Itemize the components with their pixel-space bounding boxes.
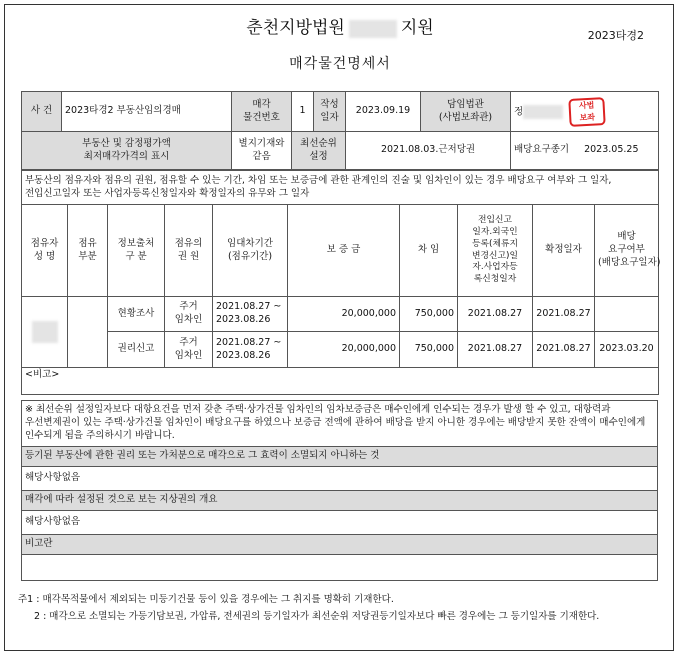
official-seal-icon: 사법 보좌 — [568, 97, 605, 127]
col-period: 임대차기간 (점유기간) — [213, 205, 288, 297]
item-number-value: 1 — [292, 92, 314, 132]
row1-dividend — [595, 297, 659, 332]
appraisal-label: 부동산 및 감정평가액 최저매각가격의 표시 — [22, 132, 232, 170]
row2-fixed-date: 2021.08.27 — [533, 332, 595, 368]
row1-source: 현황조사 — [108, 297, 165, 332]
row2-period: 2021.08.27 ~ 2023.08.26 — [213, 332, 288, 368]
deadline-cell — [511, 132, 659, 170]
col-rent: 차 임 — [400, 205, 458, 297]
row1-right: 주거 임차인 — [165, 297, 213, 332]
row1-rent: 750,000 — [400, 297, 458, 332]
case-label: 사 건 — [22, 92, 62, 132]
row1-period: 2021.08.27 ~ 2023.08.26 — [213, 297, 288, 332]
footnotes — [18, 593, 666, 626]
surface-value: 해당사항없음 — [22, 511, 658, 535]
document-title: 매각물건명세서 — [289, 56, 391, 72]
col-deposit: 보 증 금 — [288, 205, 400, 297]
col-move-in: 전입신고 일자.외국인 등록(체류지 변경신고)일 자.사업자등 록신청일자 — [458, 205, 533, 297]
row1-fixed-date: 2021.08.27 — [533, 297, 595, 332]
extinguish-value: 해당사항없음 — [22, 467, 658, 491]
judge-cell — [511, 92, 659, 132]
remark-label: <비고> — [22, 368, 659, 395]
created-value: 2023.09.19 — [346, 92, 421, 132]
court-prefix: 춘천지방법원 — [246, 18, 345, 38]
appraisal-value: 별지기재와 같음 — [232, 132, 292, 170]
col-fixed-date: 확정일자 — [533, 205, 595, 297]
row2-right: 주거 임차인 — [165, 332, 213, 368]
row2-source: 권리신고 — [108, 332, 165, 368]
row1-deposit: 20,000,000 — [288, 297, 400, 332]
row2-rent: 750,000 — [400, 332, 458, 368]
col-right: 점유의 권 원 — [165, 205, 213, 297]
row2-move-in: 2021.08.27 — [458, 332, 533, 368]
remarks-title: 비고란 — [22, 535, 658, 555]
priority-value: 2021.08.03.근저당권 — [346, 132, 511, 170]
surface-title: 매각에 따라 설정된 것으로 보는 지상권의 개요 — [22, 491, 658, 511]
info-table — [21, 91, 659, 170]
footnote-1: 주1 : 매각목적물에서 제외되는 미등기건물 등이 있을 경우에는 그 취지를 명확히 기재한다. — [18, 594, 394, 605]
redacted-judge-name — [523, 105, 563, 119]
col-part: 점유 부분 — [68, 205, 108, 297]
occupied-part-cell — [68, 297, 108, 368]
row2-deposit: 20,000,000 — [288, 332, 400, 368]
footnote-2: 2 : 매각으로 소멸되는 가등기담보권, 가압류, 전세권의 등기일자가 최선순위 저당권등기일자보다 빠른 경우에는 그 등기일자를 기재한다. — [34, 610, 600, 622]
redacted-occupant-name — [32, 321, 58, 343]
priority-label: 최선순위 설정 — [292, 132, 346, 170]
remarks-value — [22, 555, 658, 581]
extinguish-title: 등기된 부동산에 관한 권리 또는 가처분으로 매각으로 그 효력이 소멸되지 아니하는 것 — [22, 447, 658, 467]
sections-table — [21, 400, 658, 581]
deadline-value: 2023.05.25 — [584, 144, 639, 156]
col-occupant: 점유자 성 명 — [22, 205, 68, 297]
item-number-label: 매각 물건번호 — [232, 92, 292, 132]
case-number-top: 2023타경2 — [587, 29, 644, 42]
judge-label: 담임법관 (사법보좌관) — [421, 92, 511, 132]
court-title — [0, 13, 680, 38]
redacted-court-name — [349, 20, 397, 38]
occupancy-table — [21, 170, 659, 395]
occupancy-intro: 부동산의 점유자와 점유의 권원, 점유할 수 있는 기간, 차임 또는 보증금에 관한 관계인의 진술 및 임차인이 있는 경우 배당요구 여부와 그 일자, 전입신고일자 또는 사업자등록신청일자와 확정일자의 유무와 그 일자 — [22, 171, 659, 205]
case-value: 2023타경2 부동산임의경매 — [62, 92, 232, 132]
col-dividend: 배당 요구여부 (배당요구일자) — [595, 205, 659, 297]
table-row — [22, 297, 659, 332]
warning-text: ※ 최선순위 설정일자보다 대항요건을 먼저 갖춘 주택·상가건물 임차인의 임차보증금은 매수인에게 인수되는 경우가 발생 할 수 있고, 대항력과 우선변제권이 있는 주택·상가건물 임차인이 배당요구를 하였으나 보증금 전액에 관하여 배당을 받지 아니한 경우에는 배당받지 못한 잔액이 매수인에게 인수되게 됨을 주의하시기 바랍니다. — [22, 401, 658, 447]
table-row — [22, 332, 659, 368]
court-suffix: 지원 — [400, 18, 434, 38]
col-source: 정보출처 구 분 — [108, 205, 165, 297]
occupant-name-cell — [22, 297, 68, 368]
judge-value: 정 — [514, 106, 524, 117]
created-label: 작성 일자 — [314, 92, 346, 132]
deadline-label: 배당요구종기 — [514, 144, 570, 156]
row2-dividend: 2023.03.20 — [595, 332, 659, 368]
row1-move-in: 2021.08.27 — [458, 297, 533, 332]
